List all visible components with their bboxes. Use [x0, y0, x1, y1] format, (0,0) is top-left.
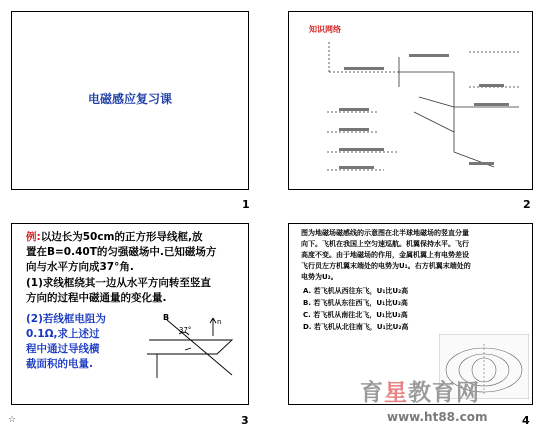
slide-3[interactable]: [11, 223, 249, 427]
example-label: 例:: [26, 231, 41, 243]
slide-4-page-number: 4: [522, 414, 530, 427]
slide-2-page-number: 2: [523, 198, 531, 211]
example-text-3: 向与水平方向成37°角.: [26, 261, 134, 273]
slide-1-page-number: 1: [242, 198, 250, 211]
star-icon: ☆: [8, 415, 17, 425]
example-text-1: 以边长为50cm的正方形导线框,放: [40, 231, 203, 243]
problem-line-5: 电势为U₂。: [301, 273, 338, 281]
watermark-part-3: 教育网: [408, 380, 480, 406]
slide-3-page-number: 3: [241, 414, 249, 427]
slide-1-title: 电磁感应复习课: [87, 92, 172, 106]
option-c[interactable]: C. 若飞机从南往北飞，U₁比U₂高: [303, 311, 408, 319]
site-watermark-url: www.ht88.com: [387, 410, 488, 424]
problem-line-3: 高度不变。由于地磁场的作用，金属机翼上有电势差设: [301, 251, 469, 259]
problem-line-1: 图为地磁场磁感线的示意图在北半球地磁场的竖直分量: [301, 229, 469, 237]
watermark-part-2: 星: [384, 380, 408, 406]
slide-1[interactable]: [11, 11, 250, 211]
problem-line-4: 飞行员左方机翼末端处的电势为U₁。右方机翼末端处的: [301, 262, 471, 270]
question-2-line-2: 0.1Ω,求上述过: [26, 328, 100, 340]
example-text-2: 置在B=0.40T的匀强磁场中.已知磁场方: [26, 246, 217, 258]
field-label-b: B: [163, 313, 170, 322]
frame-in-field-figure: [137, 310, 247, 380]
watermark-part-1: 育: [360, 380, 384, 406]
question-1-line-1: (1)求线框绕其一边从水平方向转至竖直: [26, 277, 211, 289]
option-b[interactable]: B. 若飞机从东往西飞，U₁比U₂高: [303, 299, 408, 307]
angle-label: 37°: [179, 326, 192, 334]
knowledge-network-diagram: [289, 12, 534, 191]
normal-label: n: [217, 318, 222, 326]
question-2-line-1: (2)若线框电阻为: [26, 313, 106, 325]
problem-line-2: 向下。飞机在我国上空匀速巡航。机翼保持水平。飞行: [301, 240, 469, 248]
question-2-line-4: 截面积的电量.: [26, 358, 93, 370]
option-a[interactable]: A. 若飞机从西往东飞，U₁比U₂高: [303, 287, 409, 295]
question-1-line-2: 方向的过程中磁通量的变化量.: [26, 292, 167, 304]
question-2-line-3: 程中通过导线横: [26, 343, 100, 355]
slide-2-title: 知识网络: [309, 25, 341, 34]
option-d[interactable]: D. 若飞机从北往南飞，U₁比U₂高: [303, 323, 409, 331]
site-watermark-text: [360, 374, 480, 407]
slide-2[interactable]: [288, 11, 533, 211]
example-intro-line-1: [26, 230, 241, 245]
